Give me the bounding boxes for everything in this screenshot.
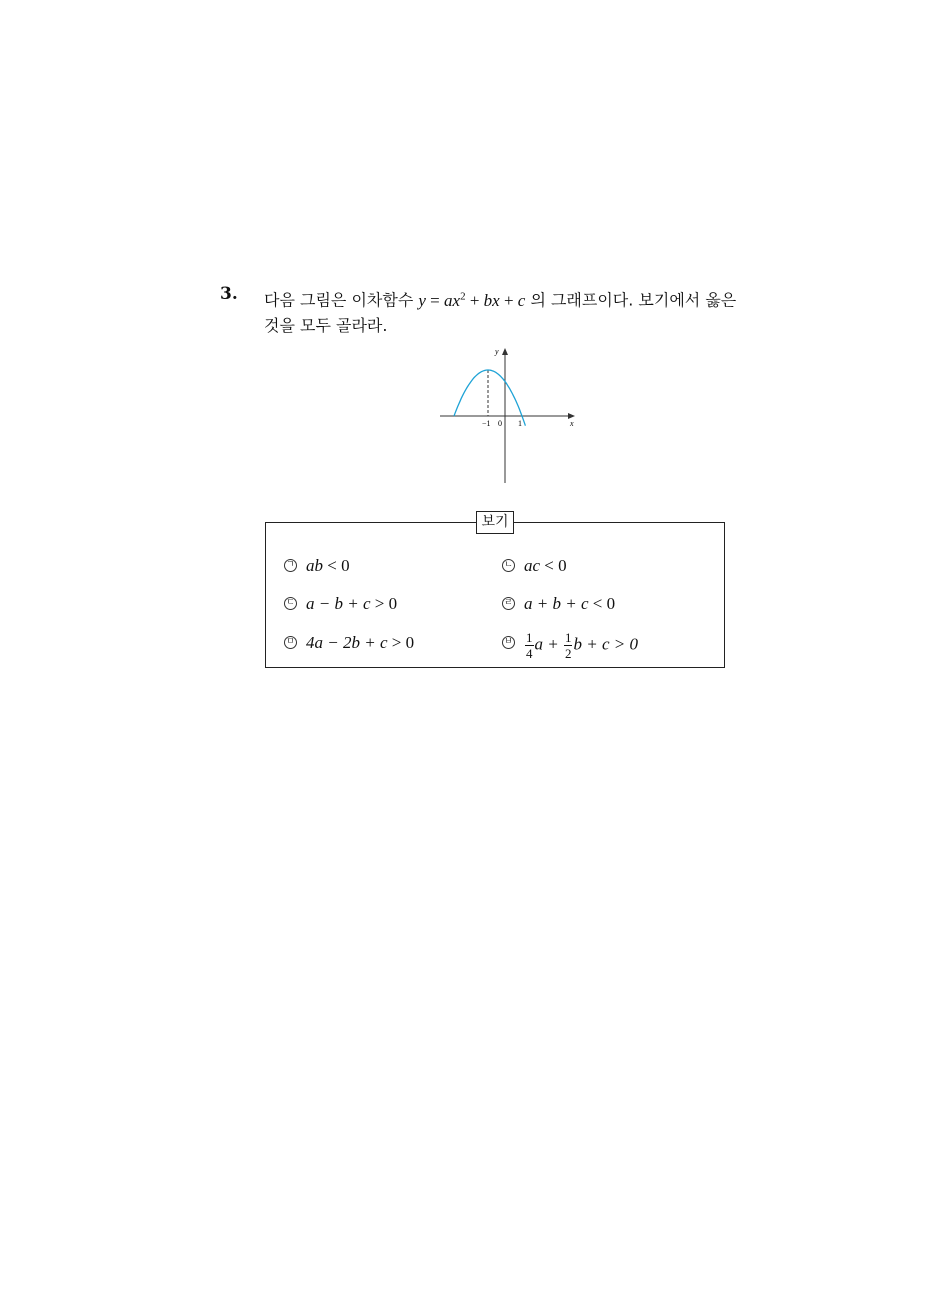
fraction-one-half: [564, 630, 573, 661]
fraction-denominator: 2: [564, 646, 572, 661]
question-number: 3.: [220, 284, 238, 304]
option-expression: [524, 553, 567, 579]
tick-label-0: 0: [498, 419, 502, 428]
option-expression-rel: > 0: [370, 594, 398, 613]
question-text-after: 의 그래프이다. 보기에서 옳은: [530, 290, 737, 310]
tick-label-neg1: −1: [482, 419, 491, 428]
parabola-curve: [454, 370, 525, 426]
option-expression-rel: < 0: [323, 556, 350, 575]
fraction-numerator: 1: [526, 630, 533, 645]
option-expression-part: a +: [534, 634, 563, 654]
option-expression: [306, 630, 414, 656]
option-expression-var: a + b + c: [524, 594, 589, 613]
x-axis-label: x: [570, 419, 574, 428]
option-expression: [524, 591, 615, 617]
option-expression: [306, 553, 350, 579]
eq-y: y: [418, 290, 426, 310]
eq-ax: ax: [444, 290, 461, 310]
eq-plus-1: +: [465, 290, 484, 310]
question-text: [264, 284, 737, 338]
option-expression-rel: < 0: [540, 556, 567, 575]
fraction-denominator: 4: [526, 646, 533, 661]
option-marker-icon: ㄷ: [284, 597, 297, 610]
y-axis-arrow: [502, 348, 508, 355]
y-axis-label: y: [495, 347, 499, 356]
option-marker-icon: ㄹ: [502, 597, 515, 610]
option-expression-rel: > 0: [387, 633, 415, 652]
question-text-before: 다음 그림은 이차함수: [264, 290, 414, 310]
tick-label-1: 1: [518, 419, 522, 428]
eq-plus-2: +: [499, 290, 518, 310]
eq-equals: =: [425, 290, 445, 310]
option-marker-icon: ㅂ: [502, 636, 515, 649]
equation: [418, 291, 525, 310]
option-marker-icon: ㄱ: [284, 559, 297, 572]
option-expression-var: ab: [306, 556, 323, 575]
fraction-one-quarter: [525, 630, 534, 661]
options-box-label: 보기: [476, 511, 514, 534]
question-line-2: 것을 모두 골라라.: [264, 315, 388, 335]
option-expression-part: b + c > 0: [573, 634, 638, 654]
fraction-numerator: 1: [564, 630, 572, 645]
eq-exponent: 2: [460, 290, 466, 302]
question-line-1: [264, 284, 737, 313]
option-expression-var: 4a − 2b + c: [306, 633, 388, 652]
option-marker-icon: ㅁ: [284, 636, 297, 649]
option-expression-rel: < 0: [588, 594, 616, 613]
option-marker-icon: ㄴ: [502, 559, 515, 572]
eq-c: c: [517, 290, 526, 310]
option-expression: [306, 591, 397, 617]
option-expression-var: ac: [524, 556, 541, 575]
option-expression: [524, 630, 638, 661]
option-expression-var: a − b + c: [306, 594, 371, 613]
eq-bx: bx: [483, 290, 500, 310]
parabola-figure: [436, 342, 580, 486]
